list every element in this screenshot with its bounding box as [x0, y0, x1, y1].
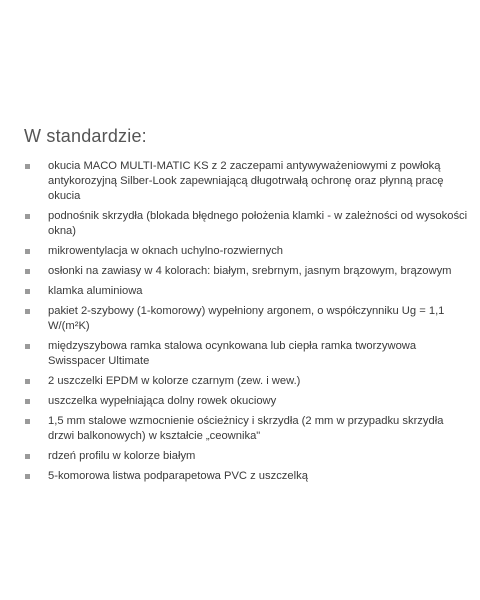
list-item-text: uszczelka wypełniająca dolny rowek okuciowy — [48, 395, 277, 407]
section-heading: W standardzie: — [24, 126, 147, 146]
list-item — [24, 209, 470, 239]
bullet-icon — [25, 214, 30, 219]
list-item — [24, 244, 470, 259]
bullet-icon — [25, 289, 30, 294]
list-item-text: okucia MACO MULTI-MATIC KS z 2 zaczepami antywyważeniowymi z powłoką antykorozyjną Silber-Look zapewniającą długotrwałą ochronę oraz płynną pracę okucia — [48, 160, 444, 202]
list-item-text: 1,5 mm stalowe wzmocnienie ościeżnicy i skrzydła (2 mm w przypadku skrzydła drzwi balkonowych) w kształcie „ceownika" — [48, 415, 444, 442]
bullet-icon — [25, 344, 30, 349]
bullet-icon — [25, 269, 30, 274]
list-item — [24, 374, 470, 389]
list-item — [24, 339, 470, 369]
list-item-text: 5-komorowa listwa podparapetowa PVC z uszczelką — [48, 470, 308, 482]
features-list — [24, 159, 470, 484]
list-item-text: pakiet 2-szybowy (1-komorowy) wypełniony argonem, o współczynniku Ug = 1,1 W/(m²K) — [48, 305, 445, 332]
list-item-text: podnośnik skrzydła (blokada błędnego położenia klamki - w zależności od wysokości okna) — [48, 210, 468, 237]
list-item — [24, 304, 470, 334]
list-item-text: mikrowentylacja w oknach uchylno-rozwiernych — [48, 245, 284, 257]
list-item — [24, 469, 470, 484]
list-item-text: 2 uszczelki EPDM w kolorze czarnym (zew. i wew.) — [48, 375, 301, 387]
list-item — [24, 284, 470, 299]
bullet-icon — [25, 164, 30, 169]
list-item — [24, 394, 470, 409]
bullet-icon — [25, 474, 30, 479]
list-item — [24, 264, 470, 279]
bullet-icon — [25, 309, 30, 314]
bullet-icon — [25, 379, 30, 384]
list-item-text: osłonki na zawiasy w 4 kolorach: białym, srebrnym, jasnym brązowym, brązowym — [48, 265, 452, 277]
standard-features-section — [24, 126, 470, 489]
bullet-icon — [25, 419, 30, 424]
list-item-text: międzyszybowa ramka stalowa ocynkowana lub ciepła ramka tworzywowa Swisspacer Ultimate — [48, 340, 417, 367]
list-item — [24, 159, 470, 204]
bullet-icon — [25, 399, 30, 404]
bullet-icon — [25, 249, 30, 254]
list-item — [24, 414, 470, 444]
bullet-icon — [25, 454, 30, 459]
list-item-text: klamka aluminiowa — [48, 285, 143, 297]
list-item — [24, 449, 470, 464]
list-item-text: rdzeń profilu w kolorze białym — [48, 450, 196, 462]
